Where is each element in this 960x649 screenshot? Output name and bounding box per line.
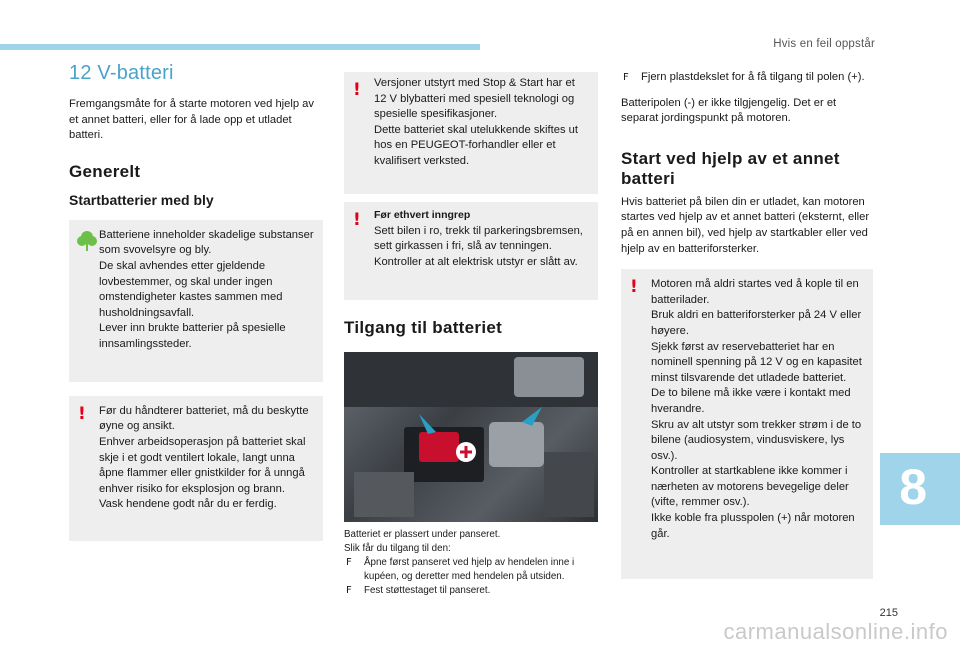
before-work-warning-content <box>344 202 598 278</box>
chapter-number: 8 <box>899 459 927 515</box>
watermark: carmanualsonline.info <box>723 619 948 644</box>
jump-start-warning-text: Motoren må aldri startes ved å kople til en batterilader. Bruk aldri en batteriforsterker på 24 V eller høyere. Sjekk først av reservebatteriet har en nominell spenning på 12 V og en kapasitet minst tilsvarende det utladede batteriet. De to bilene må ikke være i kontakt med hverandre. Skru av alt utstyr som trekker strøm i de to bilene (audiosystem, vindusviskere, lys osv.). Kontroller at startkablene ikke kommer i nærheten av motorens bevegelige deler (vifte, remmer osv.). Ikke koble fra plusspolen (+) når motoren går. <box>651 278 862 540</box>
heading-tilgang: Tilgang til batteriet <box>344 318 503 337</box>
stop-start-warning-box <box>344 72 598 194</box>
heading-startbatterier: Startbatterier med bly <box>69 191 214 208</box>
heading-generelt: Generelt <box>69 161 141 181</box>
jump-start-paragraph: Hvis batteriet på bilen din er utladet, kan motoren startes ved hjelp av et annet batteri (eksternt, eller på en annen bil), ved hjelp av startkabler eller ved hjelp av en batteriforsterker. <box>621 195 870 255</box>
environment-tree-icon <box>77 230 97 252</box>
heading-start: Start ved hjelp av et annet batteri <box>621 148 840 188</box>
step-arrow-icon: F <box>623 72 629 83</box>
before-work-warning-title: Før ethvert inngrep <box>374 209 471 221</box>
warning-icon: ! <box>353 80 361 100</box>
stop-start-warning-text: Versjoner utstyrt med Stop & Start har et 12 V blybatteri med spesiell teknologi og spesielle spesifikasjoner. Dette batteriet skal utelukkende skiftes ut hos en PEUGEOT-forhandler eller et kvalifisert verksted. <box>374 77 578 167</box>
column-1 <box>69 62 323 541</box>
warning-icon: ! <box>630 277 638 298</box>
before-work-warning-text: Sett bilen i ro, trekk til parkeringsbremsen, sett girkassen i fri, slå av tenningen. Kontroller at alt elektrisk utstyr er slått av. <box>374 224 583 268</box>
column-3 <box>621 70 873 579</box>
warning-icon: ! <box>78 403 86 424</box>
photo-caption <box>344 528 598 598</box>
safety-warning-box <box>69 396 323 541</box>
environment-text: Batteriene inneholder skadelige substanser som svovelsyre og bly. De skal avhendes etter gjeldende lovbestemmer, og skal under ingen omstendigheter kastes sammen med husholdningsavfall. Lever inn brukte batterier på spesielle innsamlingssteder. <box>99 228 314 350</box>
terminal-paragraph: Batteripolen (-) er ikke tilgjengelig. Det er et separat jordingspunkt på motoren. <box>621 96 837 125</box>
jump-start-warning-box <box>621 269 873 579</box>
intro-paragraph: Fremgangsmåte for å starte motoren ved hjelp av et annet batteri, eller for å lade opp et utladet batteri. <box>69 98 314 142</box>
access-step: F Åpne først panseret ved hjelp av hendelen inne i kupéen, og deretter med hendelen på utsiden. <box>346 557 575 582</box>
warning-icon: ! <box>353 210 361 230</box>
page-number: 215 <box>879 607 898 619</box>
step-arrow-icon: F <box>346 557 352 568</box>
step-arrow-icon: F <box>346 585 352 596</box>
engine-bay-illustration <box>344 352 598 522</box>
access-steps <box>344 556 598 598</box>
access-step: F Fest støttestaget til panseret. <box>346 585 491 596</box>
header-bar <box>0 44 480 50</box>
engine-bay-photo <box>344 352 598 522</box>
before-work-warning-box <box>344 202 598 300</box>
section-title: Hvis en feil oppstår <box>773 38 875 50</box>
cover-step <box>621 70 873 86</box>
environment-box <box>69 220 323 382</box>
column-2 <box>344 72 598 598</box>
safety-warning-text: Før du håndterer batteriet, må du beskytte øyne og ansikt. Enhver arbeidsoperasjon på batteriet skal skje i et godt ventilert lokale, langt unna åpne flammer eller gnistkilder for å unngå enhver risiko for eksplosjon og brann. Vask hendene godt når du er ferdig. <box>99 404 309 511</box>
caption-line-1: Batteriet er plassert under panseret. <box>344 529 501 540</box>
cover-step-item: F Fjern plastdekslet for å få tilgang til polen (+). <box>621 70 873 86</box>
page-title: 12 V-batteri <box>69 62 174 84</box>
caption-line-2: Slik får du tilgang til den: <box>344 543 451 554</box>
